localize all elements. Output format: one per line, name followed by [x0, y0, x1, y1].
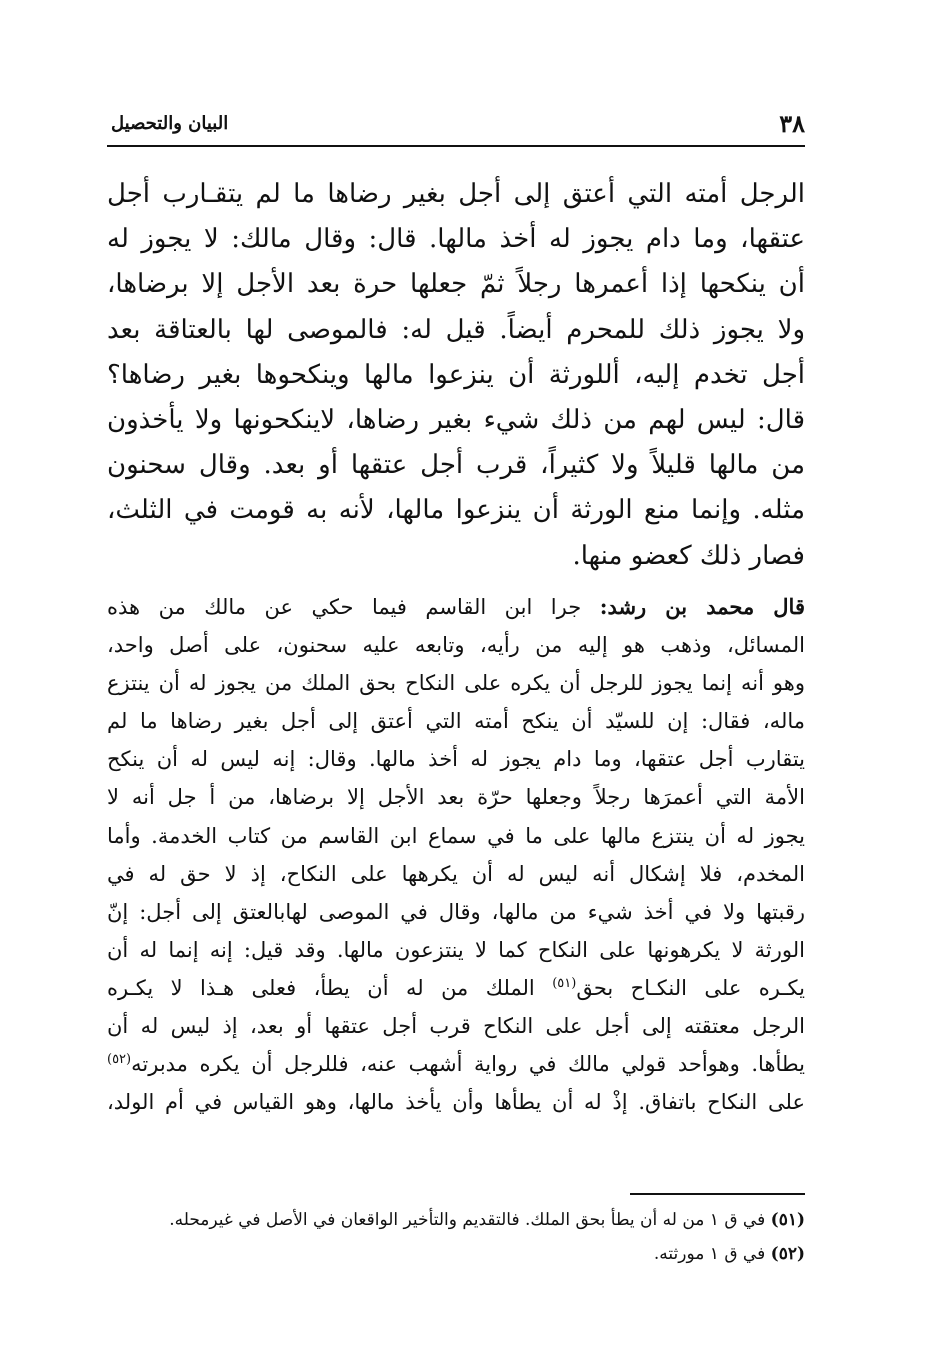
text-line: ماله، فقال: إن للسيّد أن ينكح أمته التي أعتق إلى أجل بغير رضاها ما لم — [107, 709, 805, 734]
text-line: من مالها قليلاً ولا كثيراً، قرب أجل عتقها أو بعد. وقال سحنون — [107, 450, 805, 481]
text-line: الورثة لا يكرهونها على النكاح كما لا ينتزعون مالها. وقد قيل: إنه إنما له أن — [107, 937, 805, 962]
footnote-reference: (٥٢) — [107, 1052, 132, 1068]
text-line: ولا يجوز ذلك للمحرم أيضاً. قيل له: فالموصى لها بالعتاقة بعد — [107, 314, 805, 345]
text-line: أجل تخدم إليه، أللورثة أن ينزعوا مالها وينكحوها بغير رضاها؟ — [107, 359, 805, 390]
book-title: البيان والتحصيل — [111, 113, 229, 134]
text-line: المخدم، فلا إشكال أنه ليس له أن يكرهها على النكاح، إذ لا حق له في — [107, 861, 805, 886]
text-line — [107, 969, 805, 1007]
footnote-divider — [630, 1193, 805, 1195]
footnote-number: (٥٢) — [770, 1244, 805, 1264]
text-segment: الملك من له أن يطأ، فعلى هـذا لا يكـره — [107, 975, 553, 1000]
text-line: أن ينكحها إذا أعمرها رجلاً ثمّ جعلها حرة بعد الأجل إلا برضاها، — [107, 269, 805, 300]
text-line: المسائل، وذهب هو إليه من رأيه، وتابعه عليه سحنون، على أصل واحد، — [107, 633, 805, 658]
paragraph-1 — [107, 172, 805, 579]
text-line: مثله. وإنما منع الورثة أن ينزعوا مالها، لأنه به قومت في الثلث، — [107, 495, 805, 526]
paragraph-2 — [107, 588, 805, 1121]
text-line: على النكاح باتفاق. إذْ له أن يطأها وأن يأخذ مالها، وهو القياس في أم الولد، — [107, 1090, 805, 1115]
text-line: رقبتها ولا في أخذ شيء من مالها، وقال في الموصى لهابالعتق إلى أجل: إنّ — [107, 899, 805, 924]
running-header — [107, 107, 805, 147]
footnote-number: (٥١) — [770, 1210, 805, 1230]
speaker-label: قال محمد بن رشد: — [599, 594, 805, 619]
footnote — [107, 1203, 805, 1237]
page-number: ٣٨ — [779, 109, 805, 138]
text-line: عتقها، وما دام يجوز له أخذ مالها. قال: وقال مالك: لا يجوز له — [107, 224, 805, 255]
text-line: قال: ليس لهم من ذلك شيء بغير رضاها، لاينكحونها ولا يأخذون — [107, 405, 805, 436]
text-line: الرجل معتقته إلى أجل على النكاح قرب أجل عتقها أو بعد، إذ ليس له أن — [107, 1014, 805, 1039]
footnote-reference: (٥١) — [552, 975, 577, 991]
text-line — [107, 1045, 805, 1083]
text-segment: يكـره على النكـاح بحق — [576, 975, 805, 1000]
text-line: الرجل أمته التي أعتق إلى أجل بغير رضاها ما لم يتقـارب أجل — [107, 179, 805, 209]
footnotes — [107, 1203, 805, 1271]
text-line: وهو أنه إنما يجوز للرجل أن يكره على النكاح بحق الملك من يجوز له أن ينتزع — [107, 671, 805, 696]
text-segment: يطأها. وهوأحد قولي مالك في رواية أشهب عنه، فللرجل أن يكره مدبرته — [131, 1052, 805, 1077]
text-line: يجوز له أن ينتزع مالها على ما في سماع ابن القاسم من كتاب الخدمة. وأما — [107, 823, 805, 848]
text-line: يتقارب أجل عتقها، وما دام يجوز له أخذ مالها. وقال: إنه ليس له أن ينكح — [107, 747, 805, 772]
text-segment: جرا ابن القاسم فيما حكي عن مالك من هذه — [107, 595, 600, 619]
text-line — [107, 588, 805, 626]
text-line: فصار ذلك كعضو منها. — [572, 540, 805, 571]
footnote-text: في ق ١ من له أن يطأ بحق الملك. فالتقديم والتأخير الواقعان في الأصل في غيرمحله. — [169, 1210, 771, 1230]
footnote-text: في ق ١ مورثته. — [653, 1244, 771, 1264]
footnote — [107, 1237, 805, 1271]
text-line: الأمة التي أعمرَها رجلاً وجعلها حرّة بعد الأجل إلا برضاها، من أ جل أنه لا — [107, 785, 805, 810]
